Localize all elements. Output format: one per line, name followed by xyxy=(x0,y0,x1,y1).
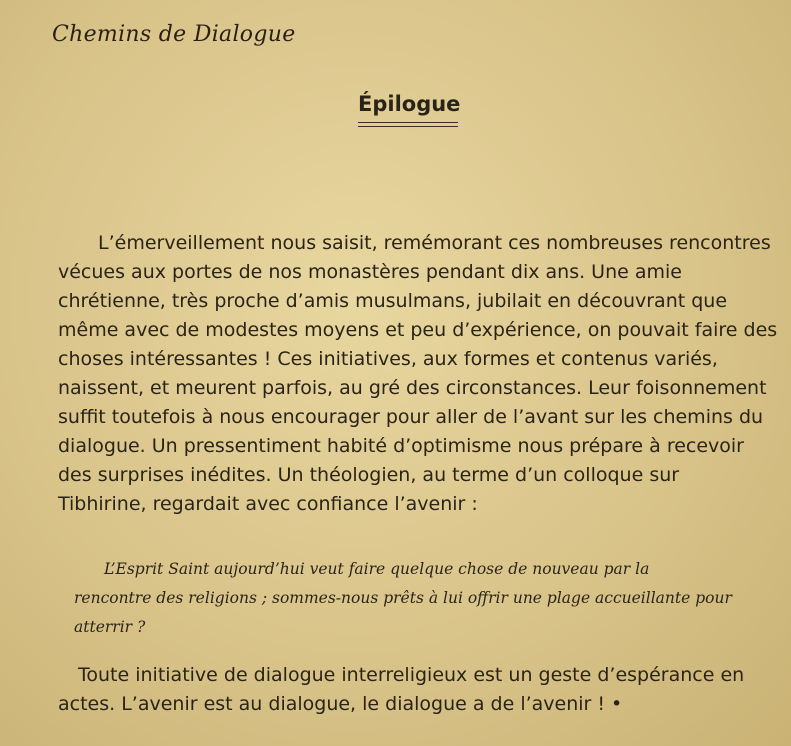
text-line: L’émerveillement nous saisit, remémorant ces nombreuses rencontres xyxy=(98,232,771,254)
chapter-title: Épilogue xyxy=(358,92,461,116)
text-line: des surprises inédites. Un théologien, au terme d’un colloque sur xyxy=(58,464,680,486)
text-line: actes. L’avenir est au dialogue, le dialogue a de l’avenir ! • xyxy=(58,693,623,715)
quote-line: atterrir ? xyxy=(74,618,146,636)
title-double-underline xyxy=(358,122,458,127)
closing-paragraph xyxy=(58,661,770,719)
quote-line: L’Esprit Saint aujourd’hui veut faire quelque chose de nouveau par la xyxy=(104,560,650,578)
text-line: même avec de modestes moyens et peu d’expérience, on pouvait faire des xyxy=(58,319,778,341)
main-paragraph xyxy=(58,229,778,519)
text-line: vécues aux portes de nos monastères pendant dix ans. Une amie xyxy=(58,261,682,283)
text-line: suffit toutefois à nous encourager pour aller de l’avant sur les chemins du xyxy=(58,406,764,428)
text-line: Toute initiative de dialogue interreligieux est un geste d’espérance en xyxy=(78,664,745,686)
text-line: choses intéressantes ! Ces initiatives, aux formes et contenus variés, xyxy=(58,348,718,370)
text-line: dialogue. Un pressentiment habité d’optimisme nous prépare à recevoir xyxy=(58,435,744,457)
quote-line: rencontre des religions ; sommes-nous prêts à lui offrir une plage accueillante pour xyxy=(74,589,732,607)
text-line: naissent, et meurent parfois, au gré des circonstances. Leur foisonnement xyxy=(58,377,767,399)
running-header: Chemins de Dialogue xyxy=(52,22,296,47)
text-line: Tibhirine, regardait avec confiance l’avenir : xyxy=(58,493,478,515)
block-quote xyxy=(74,555,732,642)
chapter-title-block xyxy=(358,92,460,127)
text-line: chrétienne, très proche d’amis musulmans, jubilait en découvrant que xyxy=(58,290,728,312)
